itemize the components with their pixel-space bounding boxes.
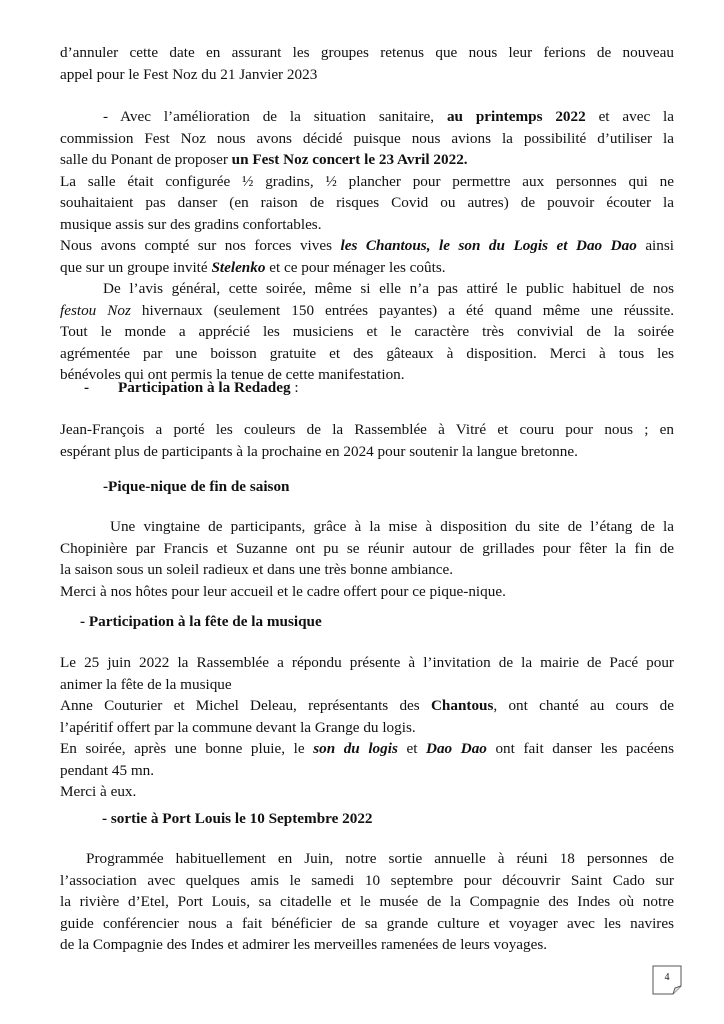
picnic-paragraph [60, 516, 674, 602]
section-heading-port-louis: - sortie à Port Louis le 10 Septembre 2022 [102, 810, 373, 827]
text-line: pendant 45 mn. [60, 761, 155, 779]
text-line: La salle était configurée ½ gradins, ½ plancher pour permettre aux personnes qui ne [60, 172, 674, 190]
text-line: - Avec l’amélioration de la situation sanitaire, au printemps 2022 et avec la [103, 108, 674, 125]
page-number-box [652, 965, 682, 995]
highlight-date: au printemps 2022 [446, 108, 586, 125]
intro-paragraph [60, 42, 674, 85]
text-line: agrémentée par une boisson gratuite et des gâteaux à disposition. Merci à tous les [60, 344, 674, 362]
text-line: bénévoles qui ont permis la tenue de cette manifestation. [60, 366, 405, 383]
text-line: Merci à nos hôtes pour leur accueil et le cadre offert pour ce pique-nique. [60, 582, 506, 600]
text-line: Nous avons compté sur nos forces vives les Chantous, le son du Logis et Dao Dao ainsi [60, 237, 674, 254]
text-line: animer la fête de la musique [60, 675, 232, 693]
text-line: Chopinière par Francis et Suzanne ont pu se réunir autour de grillades pour fêter la fin de [60, 539, 674, 557]
music-paragraph [60, 652, 674, 803]
text-line: l’apéritif offert par la commune devant la Grange du logis. [60, 718, 416, 736]
text-line: l’association avec quelques amis le samedi 10 septembre pour découvrir Saint Cado sur [60, 871, 674, 889]
port-louis-paragraph [60, 848, 674, 956]
text-line: Jean-François a porté les couleurs de la Rassemblée à Vitré et couru pour nous ; en [60, 421, 674, 438]
text-line: salle du Ponant de proposer un Fest Noz concert le 23 Avril 2022. [60, 151, 468, 168]
text-line: De l’avis général, cette soirée, même si elle n’a pas attiré le public habituel de nos [103, 280, 674, 297]
text-line: musique assis sur des gradins confortables. [60, 215, 322, 233]
section-heading-music: - Participation à la fête de la musique [80, 613, 322, 630]
redadeg-paragraph [60, 419, 674, 462]
text-line: Tout le monde a apprécié les musiciens et le caractère très convivial de la soirée [60, 323, 674, 340]
text-line: commission Fest Noz nous avons décidé puisque nous avions la possibilité d’utiliser la [60, 129, 674, 147]
text-line: Programmée habituellement en Juin, notre sortie annuelle à réuni 18 personnes de [86, 850, 674, 867]
highlight-group: Dao Dao [426, 740, 487, 757]
text-line: En soirée, après une bonne pluie, le son du logis et Dao Dao ont fait danser les pacéens [60, 740, 674, 757]
text-line: festou Noz hivernaux (seulement 150 entrées payantes) a été quand même une réussite. [60, 301, 674, 319]
text-line: d’annuler cette date en assurant les groupes retenus que nous leur ferions de nouveau [60, 44, 674, 61]
highlight-group: Chantous [430, 697, 494, 714]
text-line: que sur un groupe invité Stelenko et ce pour ménager les coûts. [60, 258, 446, 276]
text-line: Merci à eux. [60, 783, 137, 800]
text-line: Anne Couturier et Michel Deleau, représentants des Chantous, ont chanté au cours de [60, 697, 675, 714]
text-line: espérant plus de participants à la prochaine en 2024 pour soutenir la langue bretonne. [60, 442, 578, 460]
text-line: la rivière d’Etel, Port Louis, sa citadelle et le musée de la Compagnie des Indes où notre [60, 893, 674, 910]
text-line: souhaitaient pas danser (en raison de risques Covid ou autres) de pouvoir écouter la [60, 194, 674, 211]
section-heading-picnic: -Pique-nique de fin de saison [103, 478, 290, 495]
text-line: Une vingtaine de participants, grâce à la mise à disposition du site de l’étang de la [110, 518, 674, 535]
text-line: de la Compagnie des Indes et admirer les merveilles ramenées de leurs voyages. [60, 936, 548, 953]
text-line: la saison sous un soleil radieux et dans une très bonne ambiance. [60, 561, 454, 578]
text-line: guide conférencier nous a fait bénéficier de sa grande culture et voyager avec les navires [60, 914, 674, 932]
highlight-guest-group: Stelenko [211, 258, 266, 276]
text-line: appel pour le Fest Noz du 21 Janvier 2023 [60, 65, 318, 83]
highlight-event: un Fest Noz concert le 23 Avril 2022. [231, 151, 468, 168]
highlight-groups: les Chantous, le son du Logis et Dao Dao [340, 237, 637, 254]
text-line: Le 25 juin 2022 la Rassemblée a répondu présente à l’invitation de la mairie de Pacé pour [60, 654, 674, 671]
fest-noz-concert-paragraph [60, 106, 674, 386]
highlight-group: son du logis [313, 740, 398, 757]
page-number: 4 [664, 972, 670, 983]
section-heading-redadeg: - Participation à la Redadeg : [84, 379, 299, 396]
